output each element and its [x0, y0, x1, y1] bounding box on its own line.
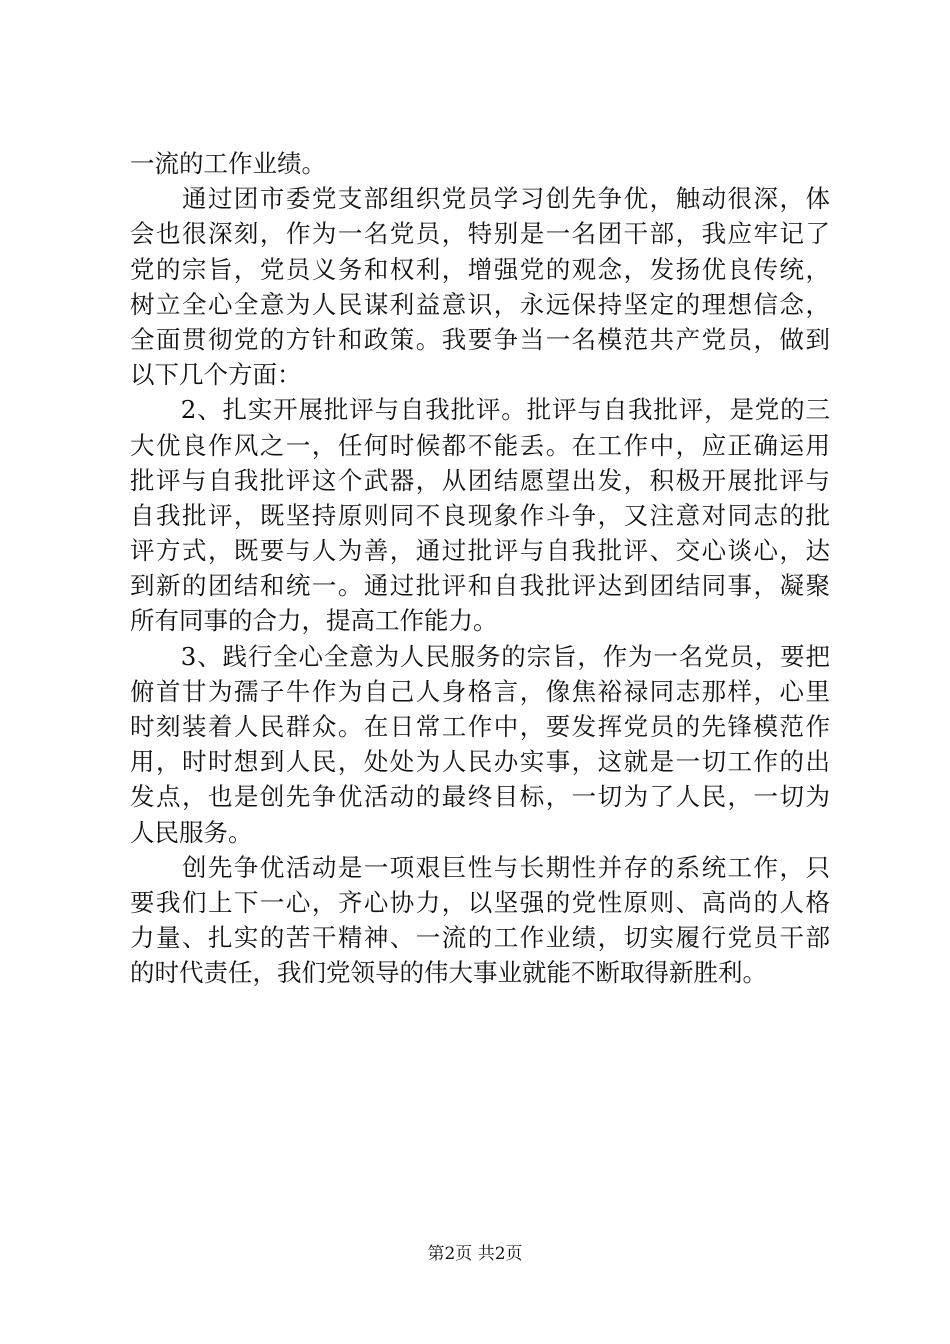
text-line: 到新的团结和统一。通过批评和自我批评达到团结同事，凝聚 [130, 571, 830, 601]
text-line: 评方式，既要与人为善，通过批评与自我批评、交心谈心，达 [130, 536, 830, 566]
text-line: 通过团市委党支部组织党员学习创先争优，触动很深，体 [130, 184, 830, 214]
text-line: 创先争优活动是一项艰巨性与长期性并存的系统工作，只 [130, 852, 830, 882]
text-line: 党的宗旨，党员义务和权利，增强党的观念，发扬优良传统， [130, 254, 830, 284]
text-line: 的时代责任，我们党领导的伟大事业就能不断取得新胜利。 [130, 958, 767, 988]
text-line: 树立全心全意为人民谋利益意识，永远保持坚定的理想信念， [130, 289, 830, 319]
text-line: 自我批评，既坚持原则同不良现象作斗争，又注意对同志的批 [130, 500, 830, 530]
text-line: 用，时时想到人民，处处为人民办实事，这就是一切工作的出 [130, 747, 830, 777]
text-line: 大优良作风之一，任何时候都不能丢。在工作中，应正确运用 [130, 430, 830, 460]
text-line: 3、践行全心全意为人民服务的宗旨，作为一名党员，要把 [130, 641, 830, 671]
text-line: 会也很深刻，作为一名党员，特别是一名团干部，我应牢记了 [130, 219, 830, 249]
page-footer: 第2页 共2页 [427, 1244, 523, 1264]
text-line: 时刻装着人民群众。在日常工作中，要发挥党员的先锋模范作 [130, 712, 830, 741]
text-line: 发点，也是创先争优活动的最终目标，一切为了人民，一切为 [130, 782, 830, 812]
text-line: 批评与自我批评这个武器，从团结愿望出发，积极开展批评与 [130, 465, 830, 495]
text-line: 要我们上下一心，齐心协力，以坚强的党性原则、高尚的人格 [130, 887, 830, 917]
text-line: 俯首甘为孺子牛作为自己人身格言，像焦裕禄同志那样，心里 [130, 676, 830, 706]
text-line: 以下几个方面： [130, 360, 302, 390]
text-line: 人民服务。 [130, 817, 253, 847]
text-line: 2、扎实开展批评与自我批评。批评与自我批评，是党的三 [130, 395, 830, 425]
text-line: 一流的工作业绩。 [130, 149, 326, 178]
text-line: 力量、扎实的苦干精神、一流的工作业绩，切实履行党员干部 [130, 923, 830, 953]
document-body [130, 146, 830, 991]
text-line: 所有同事的合力，提高工作能力。 [130, 606, 498, 636]
text-line: 全面贯彻党的方针和政策。我要争当一名模范共产党员，做到 [130, 324, 830, 354]
